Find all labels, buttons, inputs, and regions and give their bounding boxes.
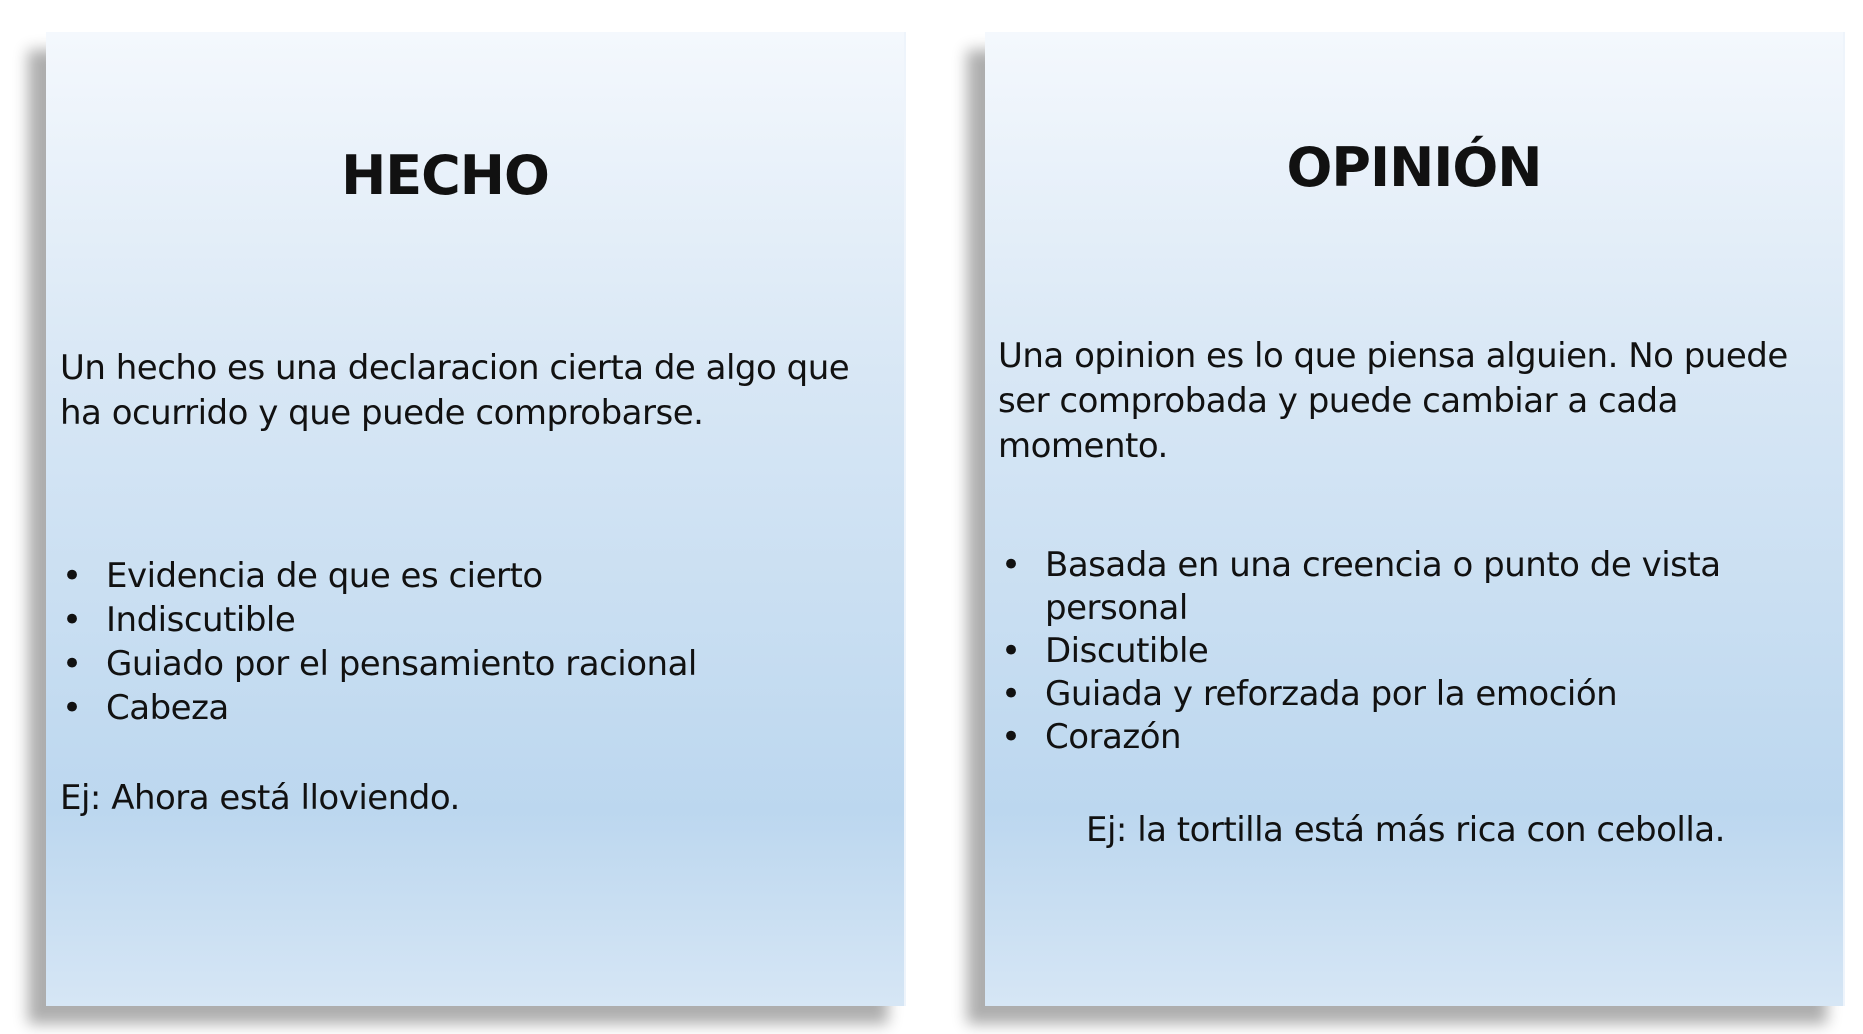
bullet-icon: •: [1001, 631, 1021, 671]
card-opinion: [985, 32, 1845, 1006]
bullet-icon: •: [1001, 545, 1021, 585]
hecho-title: HECHO: [341, 144, 549, 207]
bullet-icon: •: [62, 600, 82, 640]
bullet-icon: •: [62, 688, 82, 728]
bullet-text: Evidencia de que es cierto: [106, 556, 543, 596]
bullet-icon: •: [62, 556, 82, 596]
list-item: [46, 598, 886, 642]
opinion-title: OPINIÓN: [1286, 136, 1542, 199]
bullet-text: Cabeza: [106, 688, 229, 728]
opinion-example: Ej: la tortilla está más rica con cebolla.: [1086, 810, 1725, 850]
list-item: [46, 686, 886, 730]
bullet-text: Guiado por el pensamiento racional: [106, 644, 697, 684]
bullet-icon: •: [1001, 674, 1021, 714]
bullet-text: Indiscutible: [106, 600, 296, 640]
bullet-text: Basada en una creencia o punto de vista personal: [1045, 545, 1721, 628]
bullet-icon: •: [62, 644, 82, 684]
list-item: [985, 544, 1765, 630]
list-item: [46, 642, 886, 686]
opinion-definition: Una opinion es lo que piensa alguien. No puede ser comprobada y puede cambiar a cada momento.: [998, 336, 1788, 466]
opinion-bullet-list: [985, 544, 1765, 759]
list-item: [985, 673, 1765, 716]
list-item: [46, 554, 886, 598]
bullet-text: Discutible: [1045, 631, 1209, 671]
hecho-bullet-list: [46, 554, 886, 730]
hecho-definition: Un hecho es una declaracion cierta de algo que ha ocurrido y que puede comprobarse.: [60, 348, 850, 433]
bullet-text: Guiada y reforzada por la emoción: [1045, 674, 1618, 714]
list-item: [985, 630, 1765, 673]
bullet-text: Corazón: [1045, 717, 1182, 757]
hecho-example: Ej: Ahora está lloviendo.: [60, 778, 460, 818]
card-hecho: [46, 32, 906, 1006]
list-item: [985, 716, 1765, 759]
bullet-icon: •: [1001, 717, 1021, 757]
